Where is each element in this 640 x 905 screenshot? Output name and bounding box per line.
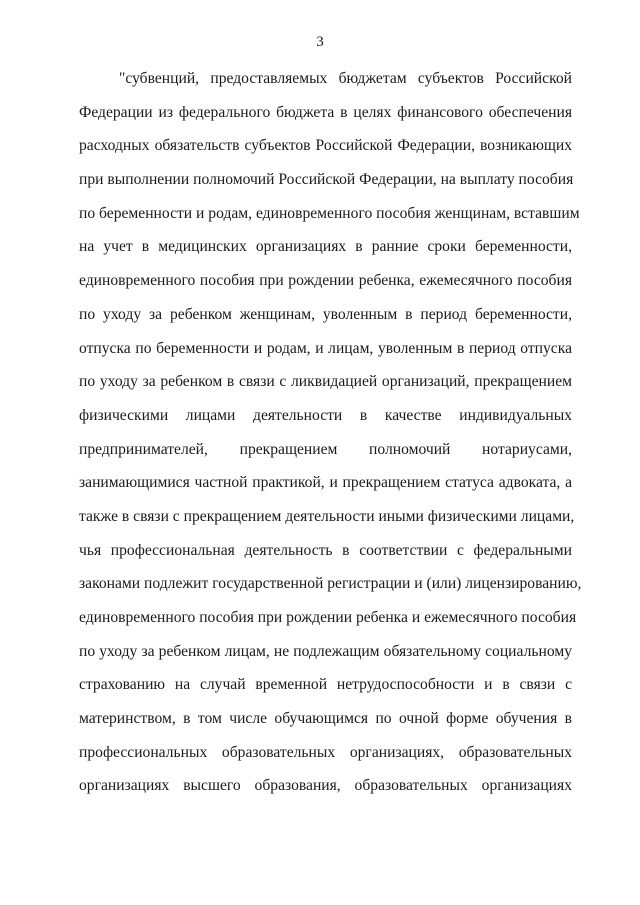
paragraph-line: при выполнении полномочий Российской Федерации, на выплату пособия [79, 171, 574, 189]
paragraph-line: также в связи с прекращением деятельности иными физическими лицами, [79, 507, 575, 525]
paragraph-line: отпуска по беременности и родам, и лицам, уволенным в период отпуска [79, 339, 572, 357]
paragraph-line: предпринимателей, прекращением полномочий нотариусами, [79, 440, 572, 458]
paragraph-line: по уходу за ребенком женщинам, уволенным в период беременности, [79, 305, 572, 323]
paragraph-line: по уходу за ребенком лицам, не подлежащим обязательному социальному [79, 642, 572, 660]
paragraph-line: занимающимися частной практикой, и прекращением статуса адвоката, а [79, 474, 572, 492]
paragraph-line: "субвенций, предоставляемых бюджетам субъектов Российской [119, 70, 572, 87]
paragraph-line: профессиональных образовательных организациях, образовательных [79, 743, 572, 761]
paragraph-line: Федерации из федерального бюджета в целях финансового обеспечения [79, 103, 572, 121]
page-number: 3 [316, 34, 324, 50]
paragraph-line: на учет в медицинских организациях в ранние сроки беременности, [79, 238, 572, 256]
paragraph-line: по уходу за ребенком в связи с ликвидацией организаций, прекращением [79, 373, 572, 391]
paragraph-line: организациях высшего образования, образовательных организациях [79, 777, 572, 795]
paragraph-line: единовременного пособия при рождении ребенка, ежемесячного пособия [79, 272, 572, 290]
paragraph-line: физическими лицами деятельности в качестве индивидуальных [79, 406, 572, 424]
paragraph-line: материнством, в том числе обучающимся по очной форме обучения в [79, 710, 572, 728]
paragraph-line: единовременного пособия при рождении ребенка и ежемесячного пособия [79, 609, 577, 626]
paragraph-line: чья профессиональная деятельность в соответствии с федеральными [79, 541, 572, 559]
paragraph-line: законами подлежит государственной регистрации и (или) лицензированию, [79, 575, 582, 593]
paragraph-line: по беременности и родам, единовременного пособия женщинам, вставшим [79, 204, 580, 222]
paragraph-line: расходных обязательств субъектов Российской Федерации, возникающих [79, 137, 572, 155]
body-paragraph [79, 62, 582, 803]
paragraph-line: страхованию на случай временной нетрудоспособности и в связи с [79, 676, 572, 694]
